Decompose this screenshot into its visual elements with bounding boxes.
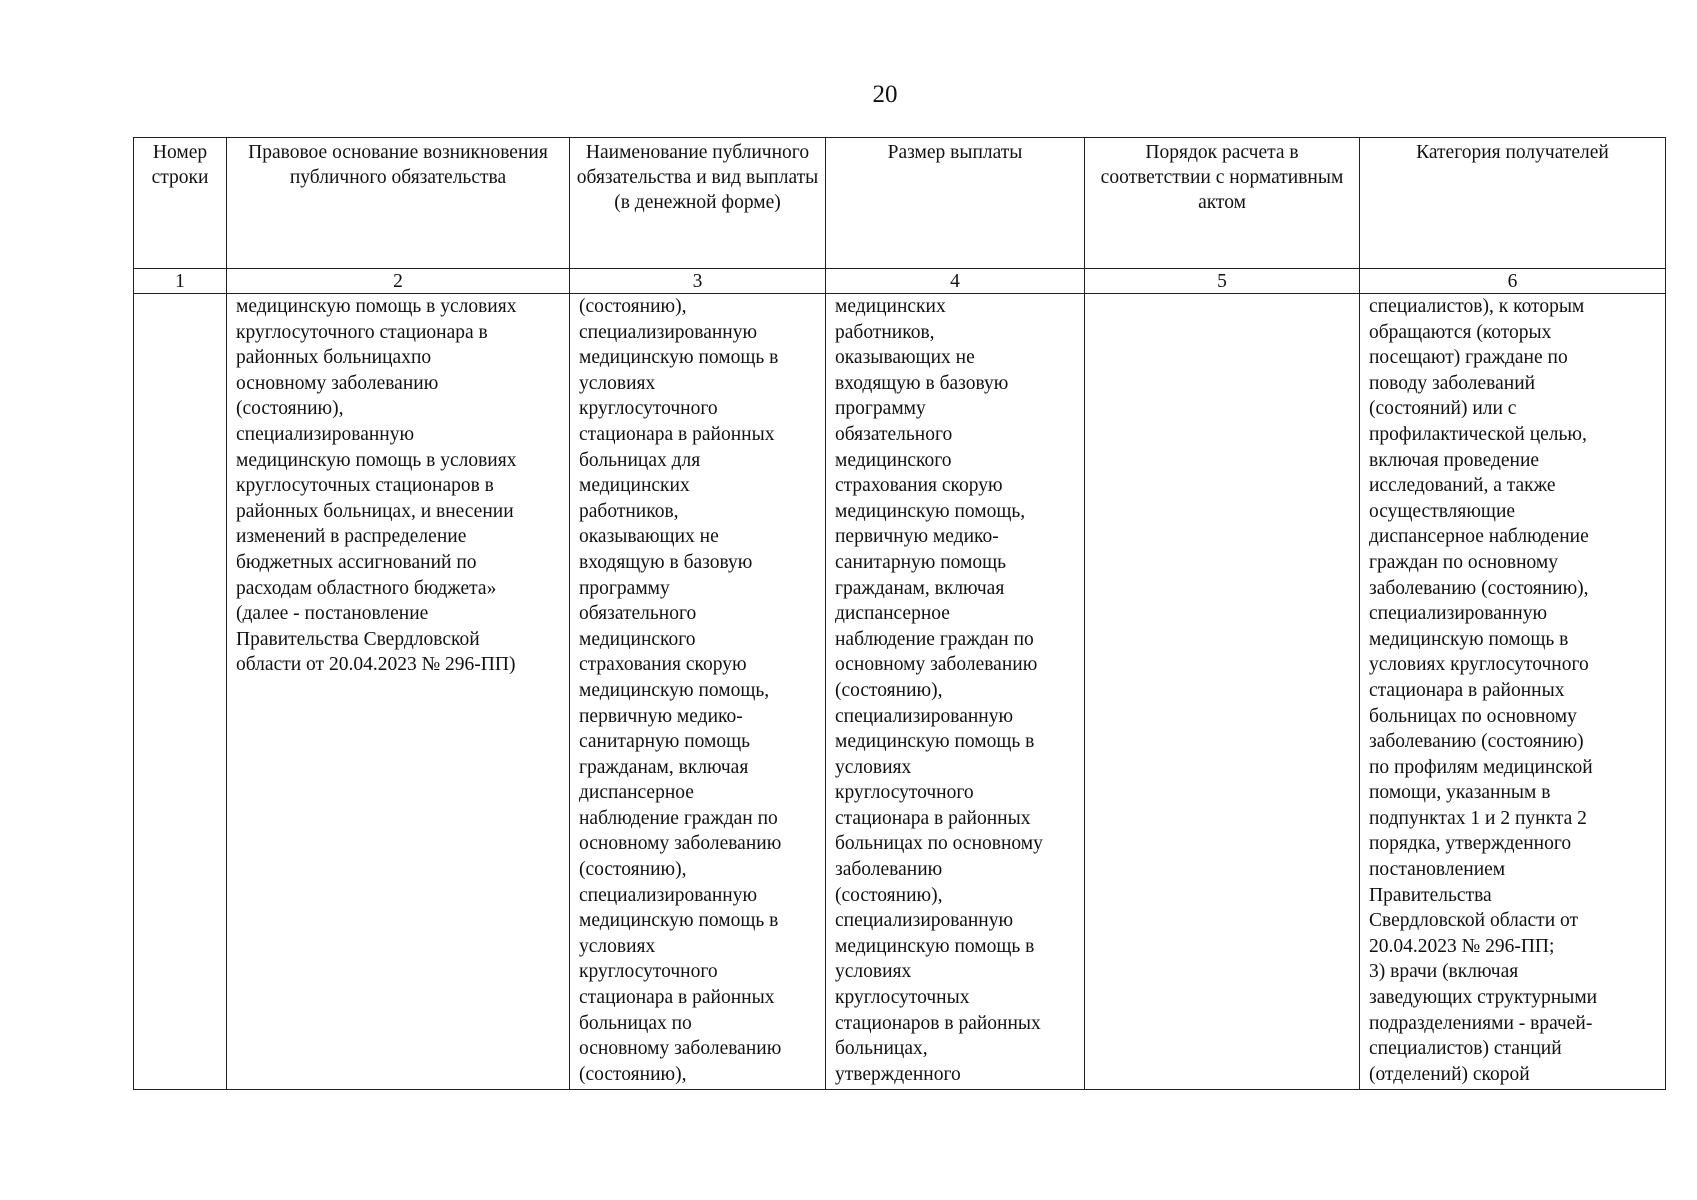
cell-row-number [134, 294, 227, 1090]
column-number: 1 [134, 269, 227, 294]
cell-recipient-category-text: специалистов), к которым обращаются (которых посещают) граждане по поводу заболеваний (состояний) или с профилактической целью, включая проведение исследований, а также осуществляющие диспансерное наблюдение граждан по основному заболеванию (состоянию), специализированную медицинскую помощь в условиях круглосуточного стационара в районных больницах по основному заболеванию (состоянию) по профилям медицинской помощи, указанным в подпунктах 1 и 2 пункта 2 порядка, утвержденного постановлением Правительства Свердловской области от 20.04.2023 № 296-ПП; 3) врачи (включая заведующих структурными подразделениями - врачей- специалистов) станций (отделений) скорой [1369, 296, 1598, 1085]
payments-table [133, 137, 1666, 1090]
header-calculation-order: Порядок расчета в соответствии с нормативным актом [1085, 138, 1360, 269]
cell-legal-basis-text: медицинскую помощь в условиях круглосуточного стационара в районных больницахпо основному заболеванию (состоянию), специализированную медицинскую помощь в условиях круглосуточных стационаров в районных больницах, и внесении изменений в распределение бюджетных ассигнований по расходам областного бюджета» (далее - постановление Правительства Свердловской области от 20.04.2023 № 296-ПП) [236, 296, 517, 676]
cell-row-number-text [143, 294, 220, 1089]
cell-recipient-category [1360, 294, 1666, 1090]
header-obligation-name: Наименование публичного обязательства и вид выплаты (в денежной форме) [570, 138, 826, 269]
column-number: 2 [227, 269, 570, 294]
cell-calculation-order-text [1094, 294, 1353, 1089]
cell-legal-basis [227, 294, 570, 1090]
column-number: 3 [570, 269, 826, 294]
cell-obligation-name [570, 294, 826, 1090]
column-number: 6 [1360, 269, 1666, 294]
table-row [134, 294, 1666, 1090]
cell-calculation-order [1085, 294, 1360, 1090]
header-payment-amount: Размер выплаты [826, 138, 1085, 269]
column-number-row [134, 269, 1666, 294]
column-number: 5 [1085, 269, 1360, 294]
page-number: 20 [872, 81, 898, 108]
cell-obligation-name-text: (состоянию), специализированную медицинскую помощь в условиях круглосуточного стационара в районных больницах для медицинских работников, оказывающих не входящую в базовую программу обязательного медицинского страхования скорую медицинскую помощь, первичную медико- санитарную помощь гражданам, включая диспансерное наблюдение граждан по основному заболеванию (состоянию), специализированную медицинскую помощь в условиях круглосуточного стационара в районных больницах по основному заболеванию (состоянию), [579, 296, 782, 1085]
column-number: 4 [826, 269, 1085, 294]
cell-payment-amount [826, 294, 1085, 1090]
header-row [134, 138, 1666, 269]
cell-payment-amount-text: медицинских работников, оказывающих не входящую в базовую программу обязательного медицинского страхования скорую медицинскую помощь, первичную медико- санитарную помощь гражданам, включая диспансерное наблюдение граждан по основному заболеванию (состоянию), специализированную медицинскую помощь в условиях круглосуточного стационара в районных больницах по основному заболеванию (состоянию), специализированную медицинскую помощь в условиях круглосуточных стационаров в районных больницах, утвержденного [835, 296, 1043, 1085]
header-legal-basis: Правовое основание возникновения публичного обязательства [227, 138, 570, 269]
header-row-number: Номер строки [134, 138, 227, 269]
header-recipient-category: Категория получателей [1360, 138, 1666, 269]
